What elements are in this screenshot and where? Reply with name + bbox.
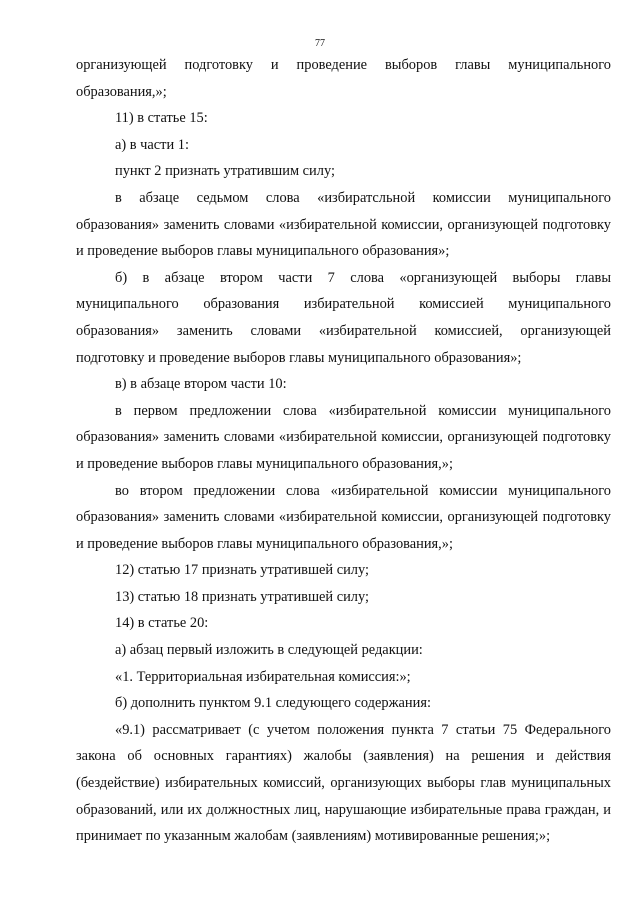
paragraph: в абзаце седьмом слова «избиратсльной комиссии муниципального образования» заменить словами «избирательной комиссии, организующей подготовку и проведение выборов главы муниципального образования»; xyxy=(76,189,611,260)
paragraph: «9.1) рассматривает (с учетом положения пункта 7 статьи 75 Федерального закона об основных гарантиях) жалобы (заявления) на решения и действия (бездействие) избирательных комиссий, организующих выборы глав муниципальных образований, или их должностных лиц, нарушающие избирательные права граждан, и принимает по указанным жалобам (заявлениям) мотивированные решения;»; xyxy=(76,721,611,845)
paragraph: а) абзац первый изложить в следующей редакции: xyxy=(115,642,423,659)
paragraph: б) в абзаце втором части 7 слова «организующей выборы главы муниципального образования избирательной комиссией муниципального образования» заменить словами «избирательной комиссией, организующей подготовку и проведение выборов главы муниципального образования»; xyxy=(76,269,611,366)
paragraph: 12) статью 17 признать утратившей силу; xyxy=(115,562,369,579)
paragraph: б) дополнить пунктом 9.1 следующего содержания: xyxy=(115,695,431,712)
page-number: 77 xyxy=(315,38,325,49)
paragraph: 11) в статье 15: xyxy=(115,110,208,127)
paragraph: 13) статью 18 признать утратившей силу; xyxy=(115,588,369,605)
paragraph: в первом предложении слова «избирательной комиссии муниципального образования» заменить словами «избирательной комиссии, организующей подготовку и проведение выборов главы муниципального образования,»; xyxy=(76,402,611,472)
paragraph: а) в части 1: xyxy=(115,136,189,153)
paragraph: пункт 2 признать утратившим силу; xyxy=(115,163,335,180)
paragraph: «1. Территориальная избирательная комиссия:»; xyxy=(115,668,411,685)
paragraph: во втором предложении слова «избирательной комиссии муниципального образования» заменить словами «избирательной комиссии, организующей подготовку и проведение выборов главы муниципального образования,»; xyxy=(76,482,611,552)
paragraph: 14) в статье 20: xyxy=(115,615,209,632)
document-body xyxy=(76,52,611,850)
paragraph: в) в абзаце втором части 10: xyxy=(115,376,287,393)
paragraph: организующей подготовку и проведение выборов главы муниципального образования,»; xyxy=(76,57,611,100)
